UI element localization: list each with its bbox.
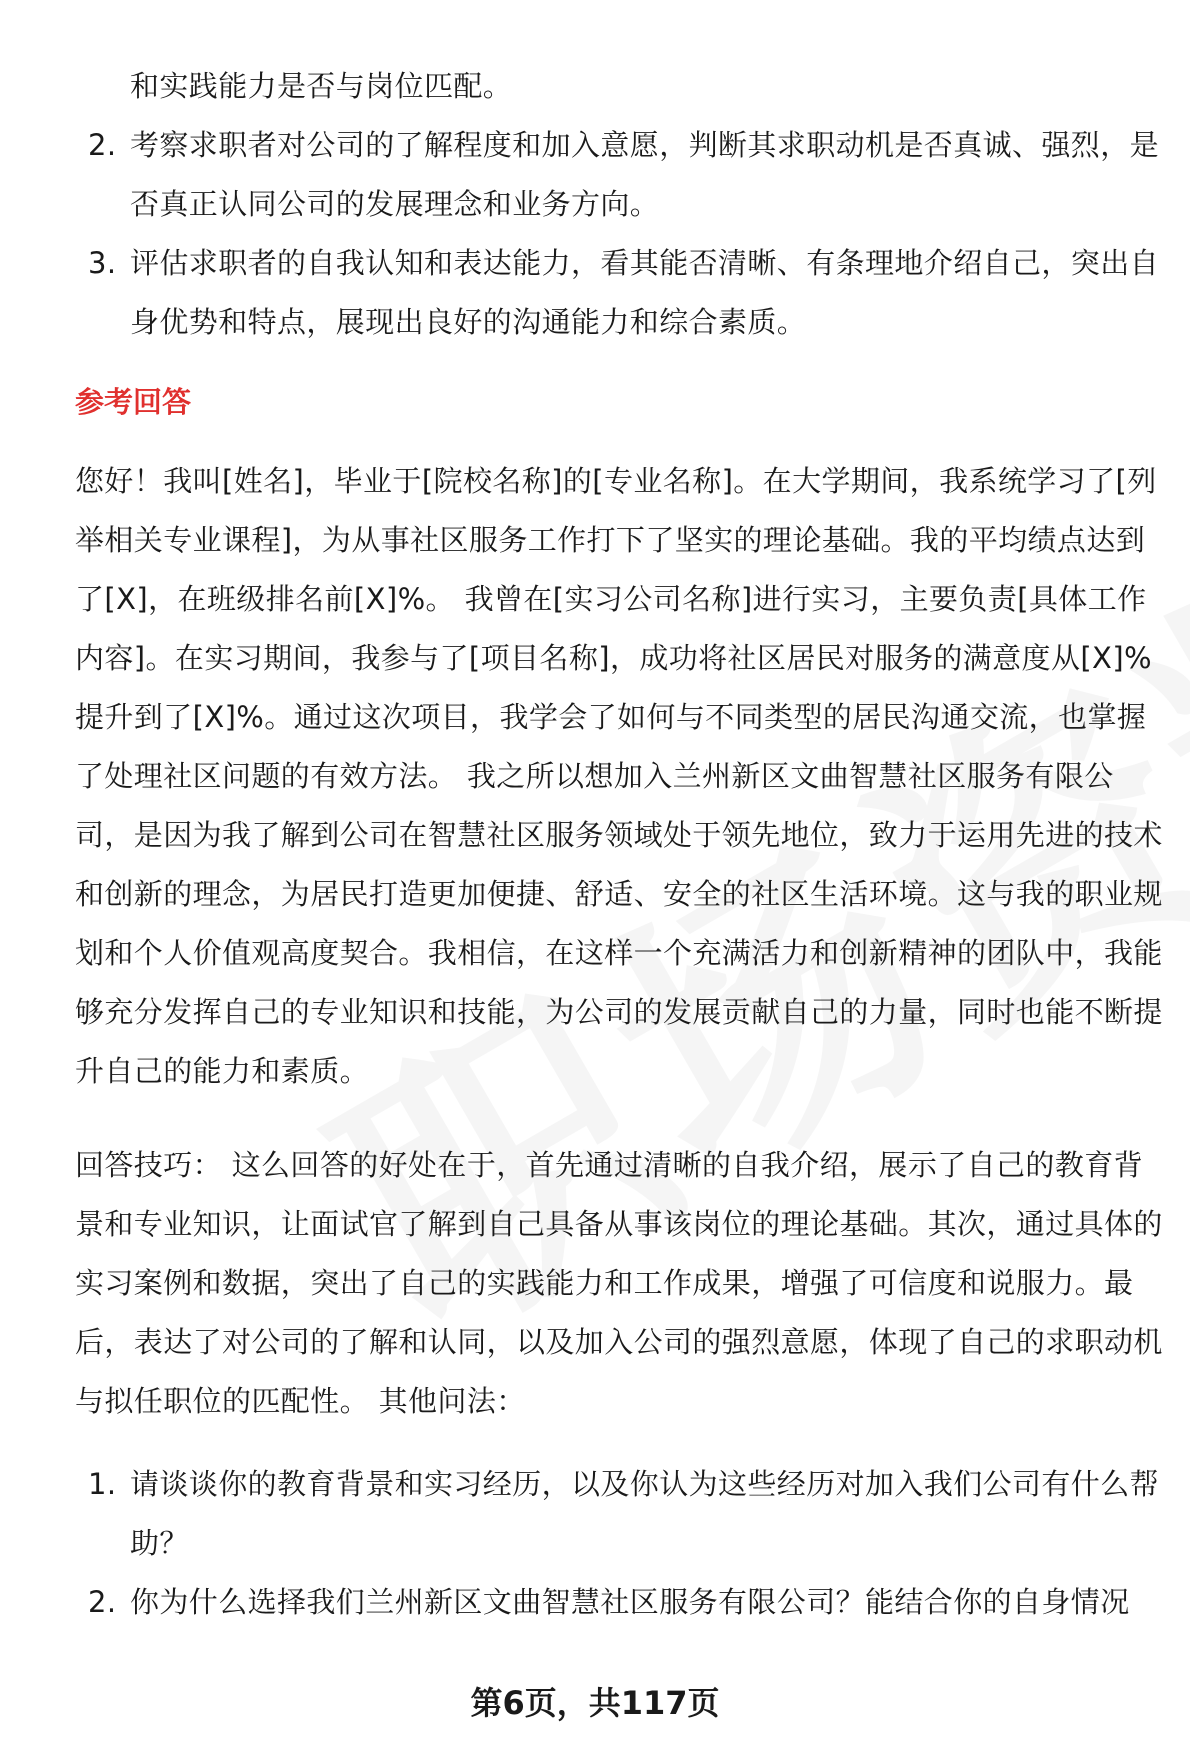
- list-item-text: 考察求职者对公司的了解程度和加入意愿，判断其求职动机是否真诚、强烈，是否真正认同公司的发展理念和业务方向。: [130, 128, 1160, 221]
- answer-tips-paragraph: 回答技巧： 这么回答的好处在于，首先通过清晰的自我介绍，展示了自己的教育背景和专业知识，让面试官了解到自己具备从事该岗位的理论基础。其次，通过具体的实习案例和数据，突出了自己的实践能力和工作成果，增强了可信度和说服力。最后，表达了对公司的了解和认同，以及加入公司的强烈意愿，体现了自己的求职动机与拟任职位的匹配性。 其他问法：: [75, 1148, 1163, 1418]
- intent-list: [0, 116, 1190, 352]
- reference-answer-heading: 参考回答: [75, 385, 192, 419]
- continuation-line: 和实践能力是否与岗位匹配。: [130, 69, 513, 103]
- list-item: [0, 1573, 1190, 1632]
- list-item: [0, 116, 1190, 234]
- list-number: 2.: [88, 128, 117, 162]
- list-item: [0, 1455, 1190, 1573]
- reference-answer-paragraph: 您好！我叫[姓名]，毕业于[院校名称]的[专业名称]。在大学期间，我系统学习了[列举相关专业课程]，为从事社区服务工作打下了坚实的理论基础。我的平均绩点达到了[X]，在班级排名前[X]%。 我曾在[实习公司名称]进行实习，主要负责[具体工作内容]。在实习期间，我参与了[项目名称]，成功将社区居民对服务的满意度从[X]%提升到了[X]%。通过这次项目，我学会了如何与不同类型的居民沟通交流，也掌握了处理社区问题的有效方法。 我之所以想加入兰州新区文曲智慧社区服务有限公司，是因为我了解到公司在智慧社区服务领域处于领先地位，致力于运用先进的技术和创新的理念，为居民打造更加便捷、舒适、安全的社区生活环境。这与我的职业规划和个人价值观高度契合。我相信，在这样一个充满活力和创新精神的团队中，我能够充分发挥自己的专业知识和技能，为公司的发展贡献自己的力量，同时也能不断提升自己的能力和素质。: [75, 464, 1163, 1088]
- list-item: [0, 234, 1190, 352]
- list-number: 1.: [88, 1467, 117, 1501]
- list-item-text: 请谈谈你的教育背景和实习经历，以及你认为这些经历对加入我们公司有什么帮助？: [130, 1467, 1160, 1560]
- list-item-text: 评估求职者的自我认知和表达能力，看其能否清晰、有条理地介绍自己，突出自身优势和特点，展现出良好的沟通能力和综合素质。: [130, 246, 1160, 339]
- list-number: 2.: [88, 1585, 117, 1619]
- list-number: 3.: [88, 246, 117, 280]
- other-questions-list: [0, 1455, 1190, 1632]
- page-footer: 第6页，共117页: [470, 1684, 720, 1722]
- list-item-text: 你为什么选择我们兰州新区文曲智慧社区服务有限公司？能结合你的自身情况: [130, 1585, 1130, 1619]
